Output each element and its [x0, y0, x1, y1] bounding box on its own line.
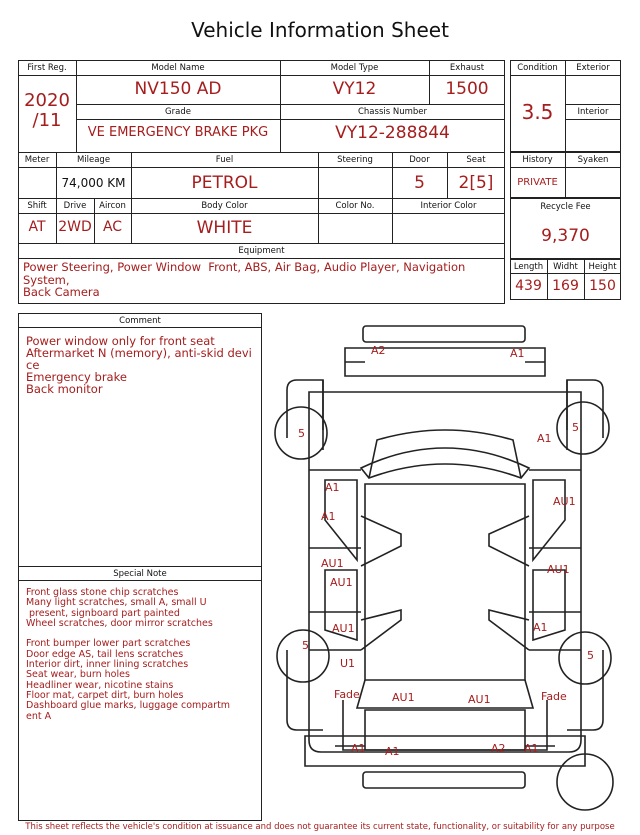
equipment-header: Equipment	[238, 246, 285, 256]
damage-mark: Fade	[541, 690, 567, 703]
history-header: History	[522, 155, 553, 165]
length-header: Length	[513, 262, 544, 272]
mileage-value: 74,000 KM	[61, 176, 126, 190]
damage-mark: 5	[587, 649, 594, 662]
damage-mark: A2	[491, 742, 506, 755]
height-header: Height	[588, 262, 617, 272]
damage-mark: A1	[351, 742, 366, 755]
meter-header: Meter	[24, 155, 50, 165]
exhaust-header: Exhaust	[449, 63, 485, 73]
steering-header: Steering	[337, 155, 373, 165]
damage-mark: AU1	[468, 693, 491, 706]
first-reg-header: First Reg.	[27, 63, 67, 73]
damage-mark: 5	[572, 421, 579, 434]
drive-value: 2WD	[58, 219, 92, 235]
first-reg-year: 2020	[24, 90, 70, 111]
syaken-header: Syaken	[577, 155, 609, 165]
damage-mark: AU1	[321, 557, 344, 570]
damage-mark: AU1	[553, 495, 576, 508]
damage-mark: U1	[340, 657, 356, 670]
special-note-header: Special Note	[113, 569, 167, 579]
aircon-value: AC	[102, 219, 123, 235]
grade-header: Grade	[165, 107, 191, 117]
aircon-header: Aircon	[99, 201, 126, 211]
first-reg-month: /11	[32, 110, 62, 131]
damage-mark: A1	[321, 510, 336, 523]
damage-mark: A2	[371, 344, 386, 357]
seat-value: 2[5]	[458, 173, 494, 193]
fuel-value: PETROL	[191, 173, 258, 193]
comment-text: Power window only for front seat Aftermarket N (memory), anti-skid devi ce Emergency brake Back monitor	[26, 334, 252, 396]
width-value: 169	[552, 278, 579, 294]
history-value: PRIVATE	[517, 177, 558, 188]
exhaust-value: 1500	[445, 79, 489, 99]
page-title: Vehicle Information Sheet	[191, 18, 449, 42]
model-type-value: VY12	[332, 79, 377, 99]
shift-header: Shift	[27, 201, 47, 211]
recycle-fee-header: Recycle Fee	[540, 202, 591, 212]
disclaimer-footer: This sheet reflects the vehicle's condition at issuance and does not guarantee its current state, functionality, or suitability for any purpose	[25, 822, 615, 832]
damage-mark: AU1	[547, 563, 570, 576]
condition-header: Condition	[517, 63, 558, 73]
door-header: Door	[409, 155, 430, 165]
damage-mark: 5	[302, 639, 309, 652]
comment-header: Comment	[119, 316, 161, 326]
body-color-value: WHITE	[196, 218, 253, 238]
chassis-header: Chassis Number	[357, 107, 428, 117]
width-header: Widht	[553, 262, 578, 272]
damage-mark: A1	[325, 481, 340, 494]
grade-value: VE EMERGENCY BRAKE PKG	[87, 125, 269, 140]
special-note-text: Front glass stone chip scratches Many light scratches, small A, small U present, signboard part painted Wheel scratches, door mirror scratches Front bumper lower part scratches Door edge AS, tail lens scratches Interior dirt, inner lining scratches Seat wear, burn holes Headliner wear, nicotine stains Floor mat, carpet dirt, burn holes Dashboard glue marks, luggage compartm ent A	[26, 587, 231, 722]
car-diagram	[265, 320, 625, 820]
recycle-fee-value: 9,370	[541, 226, 590, 246]
drive-header: Drive	[63, 201, 87, 211]
damage-mark: A1	[510, 347, 525, 360]
length-value: 439	[515, 278, 542, 294]
shift-value: AT	[28, 219, 46, 235]
condition-value: 3.5	[521, 100, 554, 124]
chassis-value: VY12-288844	[335, 123, 450, 143]
damage-mark: AU1	[330, 576, 353, 589]
damage-mark: 5	[298, 427, 305, 440]
interior-header: Interior	[577, 107, 609, 117]
damage-mark: AU1	[332, 622, 355, 635]
equipment-value: Power Steering, Power Window Front, ABS, Air Bag, Audio Player, Navigation System, Back Camera	[23, 260, 466, 299]
fuel-header: Fuel	[215, 155, 234, 165]
model-name-value: NV150 AD	[134, 79, 222, 99]
model-type-header: Model Type	[330, 63, 379, 73]
seat-header: Seat	[466, 155, 486, 165]
mileage-header: Mileage	[76, 155, 111, 165]
color-no-header: Color No.	[335, 201, 375, 211]
damage-mark: A1	[524, 742, 539, 755]
body-color-header: Body Color	[201, 201, 248, 211]
damage-mark: A1	[537, 432, 552, 445]
height-value: 150	[589, 278, 616, 294]
damage-mark: A1	[533, 621, 548, 634]
exterior-header: Exterior	[576, 63, 610, 73]
damage-mark: AU1	[392, 691, 415, 704]
damage-mark: A1	[385, 745, 400, 758]
model-name-header: Model Name	[151, 63, 205, 73]
door-value: 5	[414, 173, 425, 193]
interior-color-header: Interior Color	[420, 201, 477, 211]
damage-mark: Fade	[334, 688, 360, 701]
